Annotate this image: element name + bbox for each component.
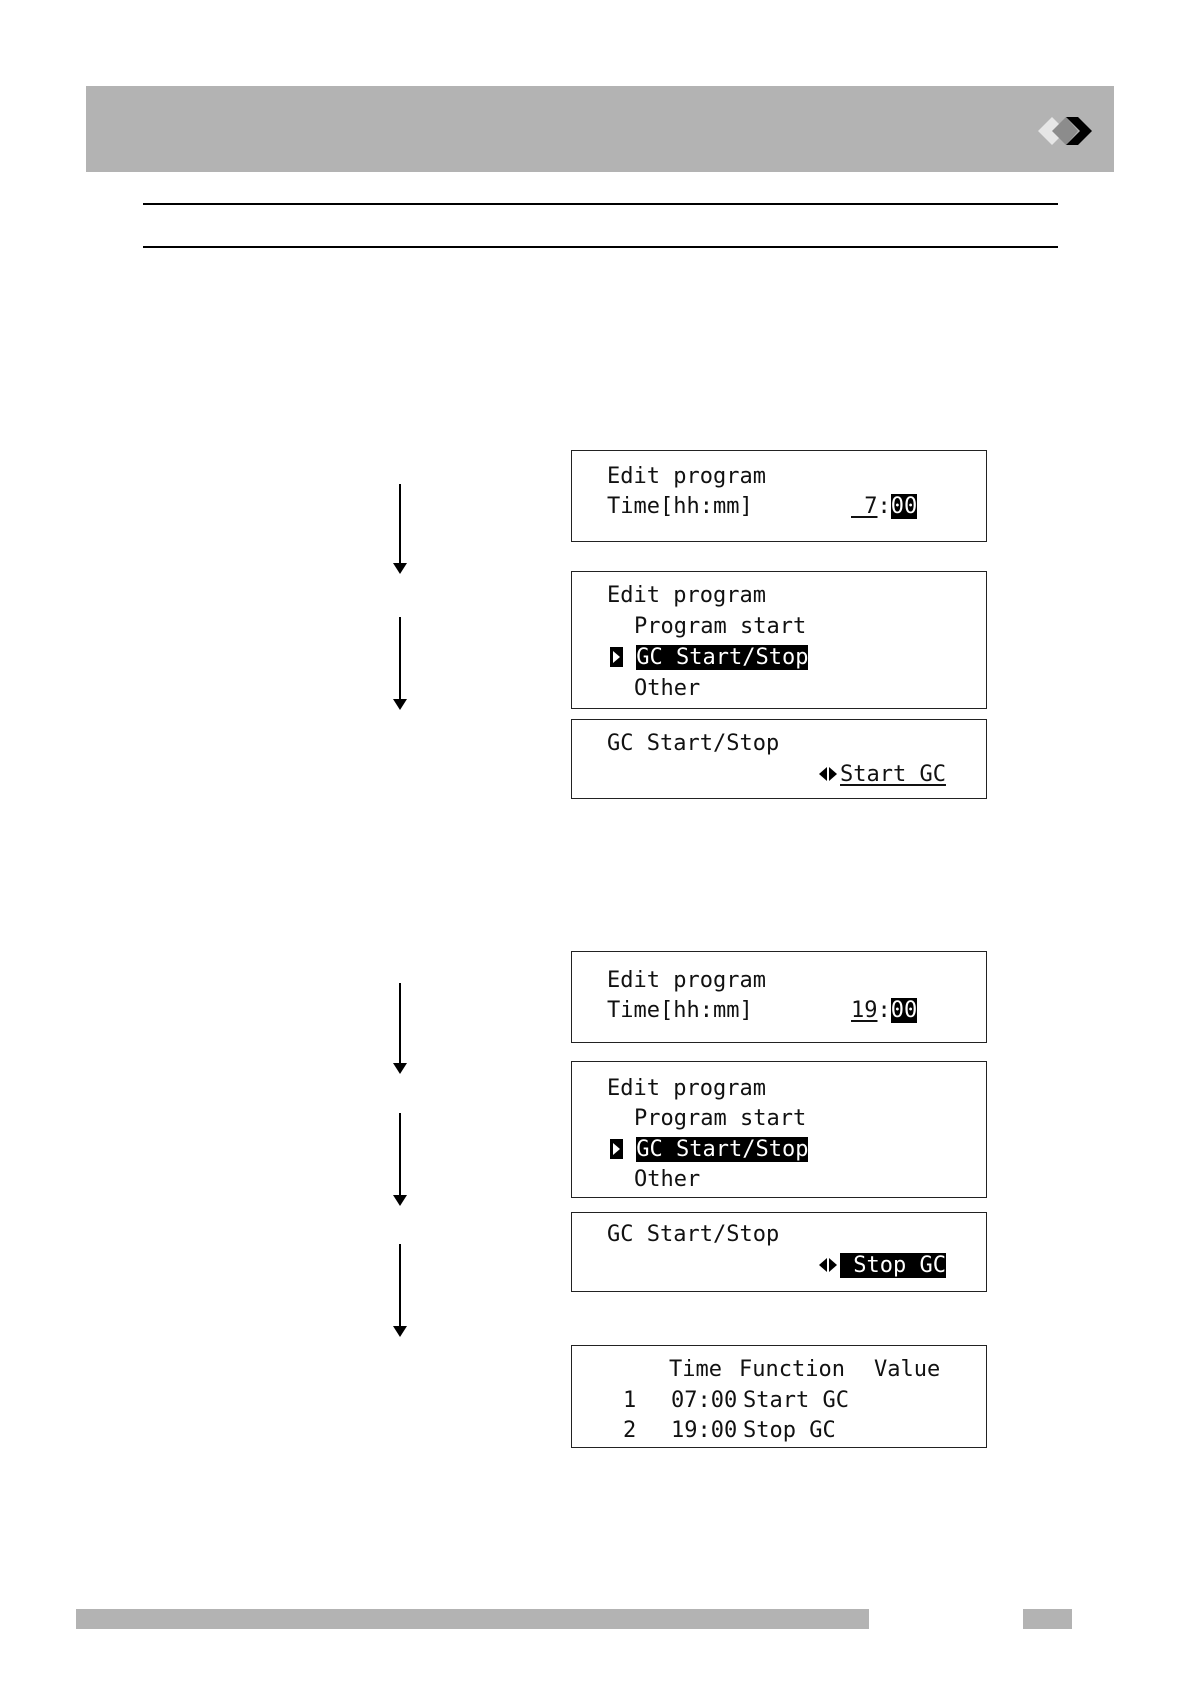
gc-action-selector[interactable]: [818, 761, 946, 789]
screen-title: GC Start/Stop: [607, 731, 780, 756]
lcd-screen-time-7: [571, 450, 987, 542]
lcd-screen-menu-1: [571, 571, 987, 709]
gc-action-value: Start GC: [840, 762, 946, 787]
row-2-function: Stop GC: [743, 1418, 836, 1443]
flow-arrow-3: [393, 983, 407, 1074]
hours-field[interactable]: 19: [851, 998, 878, 1023]
row-1-number: 1: [623, 1388, 637, 1413]
header-band: [86, 86, 1114, 172]
row-1-function: Start GC: [743, 1388, 849, 1413]
pointer-arrow-icon: [610, 647, 623, 667]
gc-action-selector[interactable]: [818, 1252, 946, 1280]
menu-item-other[interactable]: Other: [634, 676, 701, 701]
menu-item-gc-start-stop[interactable]: [610, 1136, 808, 1164]
time-label: Time[hh:mm]: [607, 998, 753, 1023]
pointer-arrow-icon: [610, 1139, 623, 1159]
lcd-screen-program-table: [571, 1345, 987, 1448]
hours-field[interactable]: 7: [851, 494, 878, 519]
screen-title: Edit program: [607, 1076, 766, 1101]
row-1-time: 07:00: [671, 1388, 738, 1413]
time-separator: :: [877, 494, 891, 519]
row-2-time: 19:00: [671, 1418, 738, 1443]
menu-item-label: GC Start/Stop: [636, 1137, 809, 1162]
screen-title: GC Start/Stop: [607, 1222, 780, 1247]
menu-item-gc-start-stop[interactable]: [610, 644, 808, 672]
lcd-screen-gc-start: [571, 719, 987, 799]
column-header-function: Function: [739, 1357, 845, 1382]
menu-item-other[interactable]: Other: [634, 1167, 701, 1192]
screen-title: Edit program: [607, 583, 766, 608]
flow-arrow-2: [393, 617, 407, 710]
time-value[interactable]: [851, 997, 917, 1025]
screen-title: Edit program: [607, 464, 766, 489]
menu-item-program-start[interactable]: Program start: [634, 1106, 807, 1131]
time-value[interactable]: [851, 493, 917, 521]
time-label: Time[hh:mm]: [607, 494, 753, 519]
lcd-screen-menu-2: [571, 1061, 987, 1198]
minutes-field[interactable]: 00: [890, 998, 918, 1023]
column-header-time: Time: [669, 1357, 722, 1382]
double-chevron-icon: [1038, 113, 1100, 149]
column-header-value: Value: [874, 1357, 941, 1382]
screen-title: Edit program: [607, 968, 766, 993]
flow-arrow-1: [393, 484, 407, 574]
row-2-number: 2: [623, 1418, 637, 1443]
footer-bar: [76, 1609, 869, 1629]
flow-arrow-5: [393, 1244, 407, 1337]
left-right-arrows-icon: [818, 1256, 840, 1274]
top-rule: [143, 203, 1058, 205]
top-rule-lower: [143, 246, 1058, 248]
footer-page-block: [1023, 1609, 1072, 1629]
menu-item-label: GC Start/Stop: [636, 645, 809, 670]
minutes-field[interactable]: 00: [890, 494, 918, 519]
time-separator: :: [877, 998, 891, 1023]
left-right-arrows-icon: [818, 765, 840, 783]
gc-action-value: Stop GC: [840, 1253, 946, 1278]
lcd-screen-gc-stop: [571, 1212, 987, 1292]
flow-arrow-4: [393, 1113, 407, 1206]
lcd-screen-time-19: [571, 951, 987, 1043]
menu-item-program-start[interactable]: Program start: [634, 614, 807, 639]
